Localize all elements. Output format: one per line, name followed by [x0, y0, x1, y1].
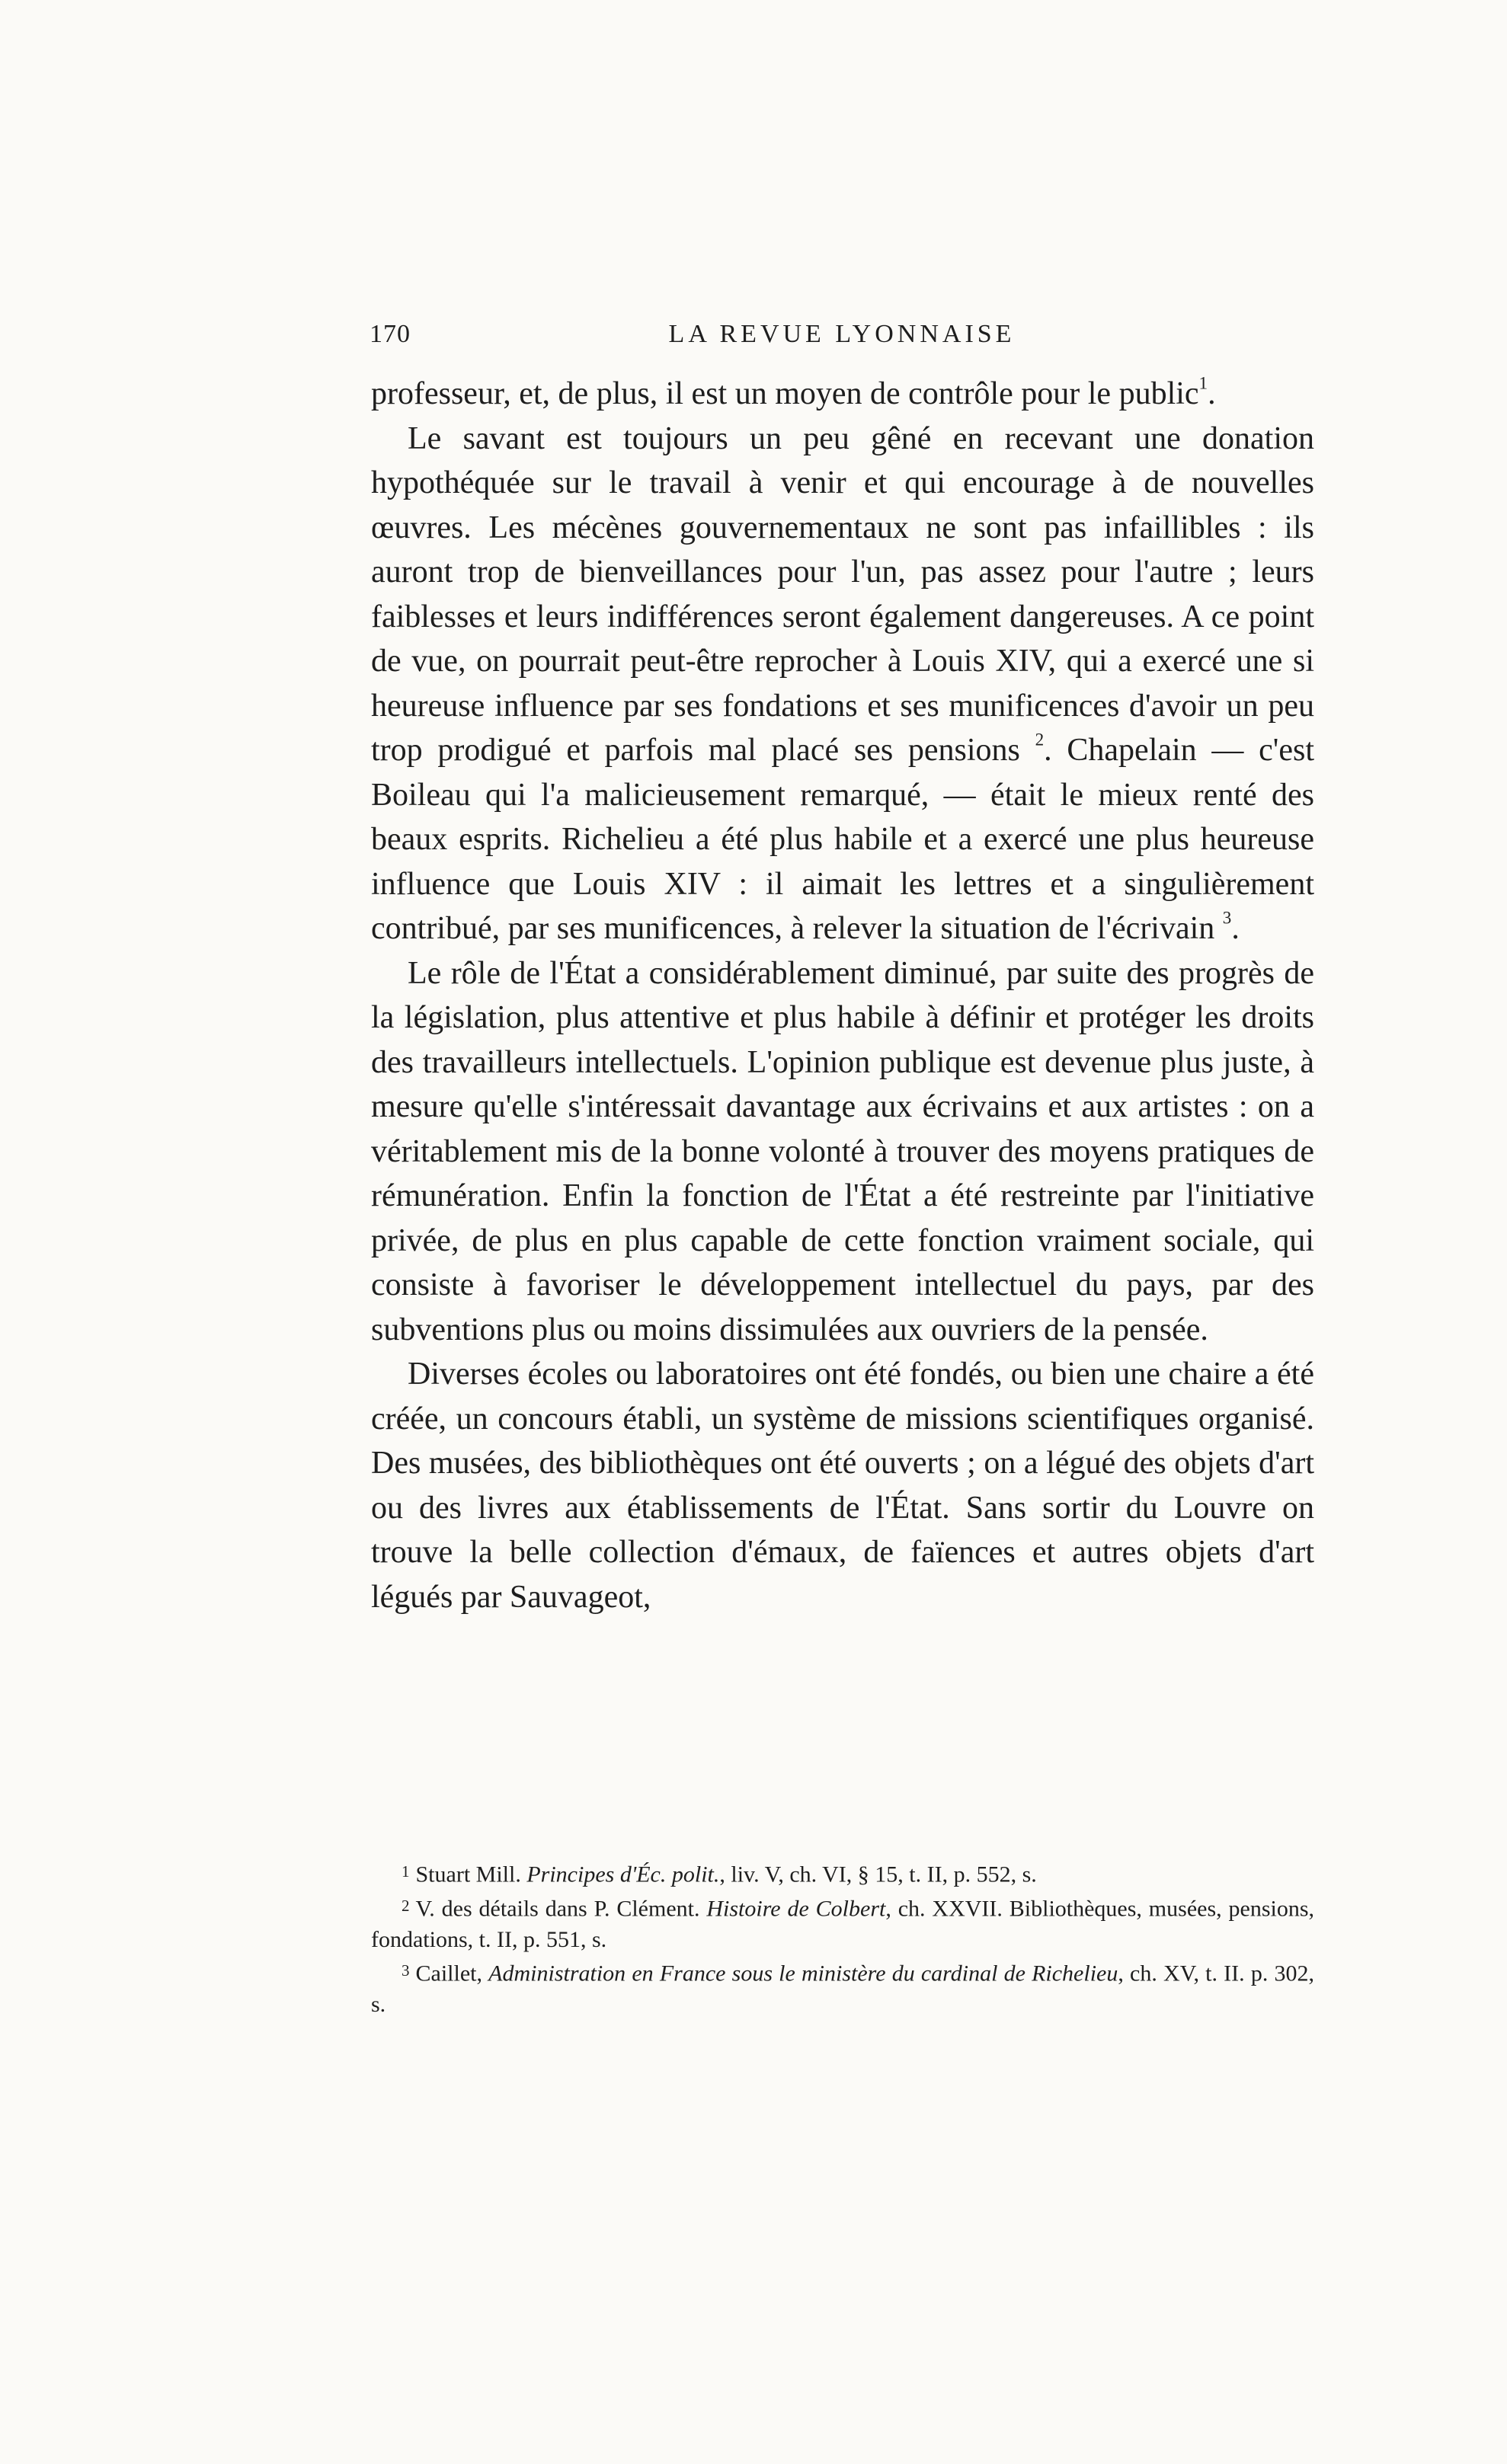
italic-title: Administration en France sous le ministère du cardinal de Richelieu	[488, 1961, 1118, 1986]
footnote	[371, 1890, 1314, 1955]
paragraph	[371, 372, 1314, 417]
footnote	[371, 1856, 1314, 1890]
text-run: .	[1231, 911, 1240, 946]
page-number: 170	[370, 320, 411, 348]
main-text	[371, 372, 1314, 1619]
footnote-number: 1	[402, 1862, 410, 1881]
text-run: V. des détails dans P. Clément.	[415, 1896, 707, 1922]
text-run: , ch. XV, t. II. p. 302, s.	[371, 1961, 1314, 2017]
text-run: , ch. XXVII. Bibliothèques, musées, pensions, fondations, t. II, p. 551, s.	[371, 1896, 1314, 1952]
italic-title: Principes d'Éc. polit.	[526, 1862, 720, 1887]
running-header	[370, 320, 1314, 358]
text-run: Caillet,	[415, 1961, 489, 1986]
text-run: Le rôle de l'État a considérablement diminué, par suite des progrès de la législation, plus attentive et plus habile à définir et protéger les droits des travailleurs intellectuels. L'opinion publique est devenue plus juste, à mesure qu'elle s'intéressait davantage aux écrivains et aux artistes : on a véritablement mis de la bonne volonté à trouver des moyens pratiques de rémunération. Enfin la fonction de l'État a été restreinte par l'initiative privée, de plus en plus capable de cette fonction vraiment sociale, qui consiste à favoriser le développement intellectuel du pays, par des subventions plus ou moins dissimulées aux ouvriers de la pensée.	[371, 955, 1314, 1347]
text-run: Diverses écoles ou laboratoires ont été fondés, ou bien une chaire a été créée, un concours établi, un système de missions scientifiques organisé. Des musées, des bibliothèques ont été ouverts ; on a légué des objets d'art ou des livres aux établissements de l'État. Sans sortir du Louvre on trouve la belle collection d'émaux, de faïences et autres objets d'art légués par Sauvageot,	[371, 1357, 1314, 1615]
paragraph	[371, 417, 1314, 951]
text-run: Le savant est toujours un peu gêné en recevant une donation hypothéquée sur le travail à venir et qui encourage à de nouvelles œuvres. Les mécènes gouvernementaux ne sont pas infaillibles : ils auront trop de bienveillances pour l'un, pas assez pour l'autre ; leurs faiblesses et leurs indifférences seront également dangereuses. A ce point de vue, on pourrait peut-être reprocher à Louis XIV, qui a exercé une si heureuse influence par ses fondations et ses munificences d'avoir un peu trop prodigué et parfois mal placé ses pensions	[371, 420, 1314, 768]
italic-title: Histoire de Colbert	[706, 1896, 886, 1922]
text-run: Stuart Mill.	[415, 1862, 527, 1887]
text-run: , liv. V, ch. VI, § 15, t. II, p. 552, s.	[719, 1862, 1037, 1887]
text-run: .	[1208, 376, 1216, 411]
paragraph	[371, 951, 1314, 1353]
text-run: professeur, et, de plus, il est un moyen de contrôle pour le public	[371, 376, 1199, 411]
journal-title: LA REVUE LYONNAISE	[668, 320, 1016, 348]
text-run: . Chapelain — c'est Boileau qui l'a malicieusement remarqué, — était le mieux renté des beaux esprits. Richelieu a été plus habile et a exercé une plus heureuse influence que Louis XIV : il aimait les lettres et a singulièrement contribué, par ses munificences, à relever la situation de l'écrivain	[371, 733, 1314, 946]
footnote-ref: 1	[1198, 372, 1208, 393]
footnote-ref: 3	[1222, 907, 1232, 928]
footnote-ref: 2	[1035, 729, 1045, 749]
footnote	[371, 1955, 1314, 2020]
paragraph	[371, 1352, 1314, 1619]
footnotes	[371, 1856, 1314, 2020]
footnote-number: 2	[402, 1896, 410, 1915]
footnote-number: 3	[402, 1961, 410, 1980]
